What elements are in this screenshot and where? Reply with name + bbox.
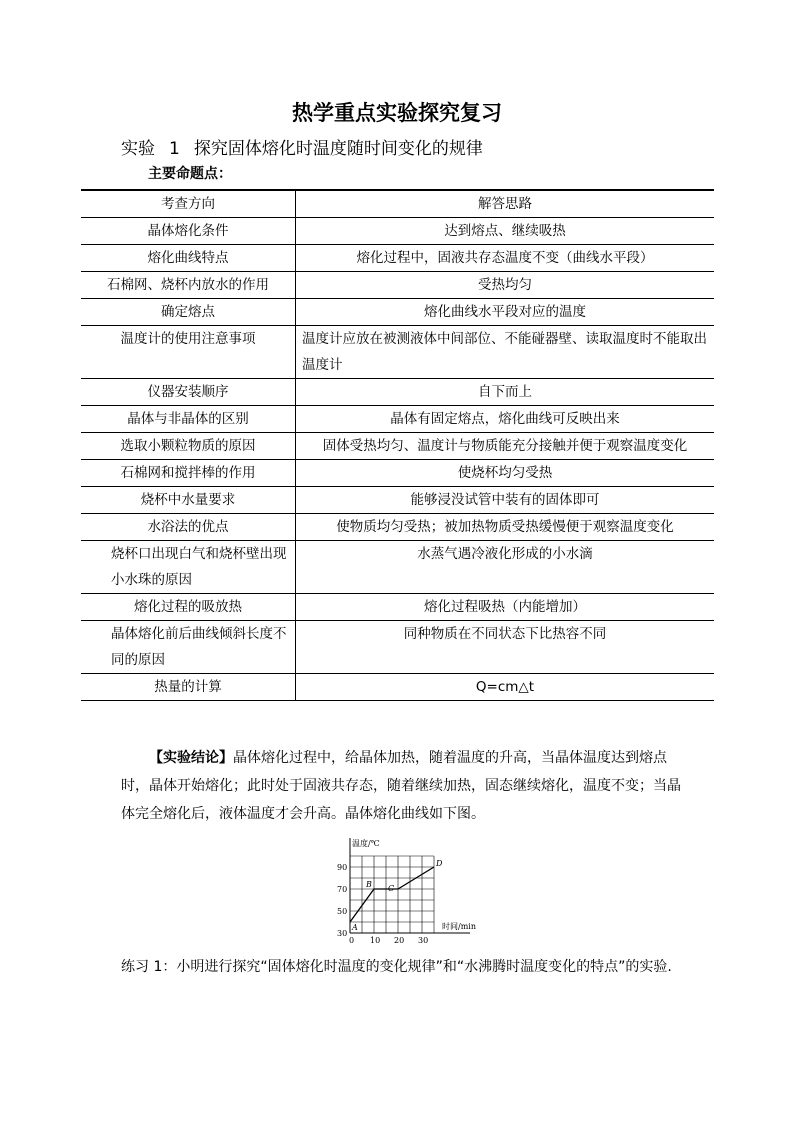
cell-answer: 受热均匀: [296, 272, 715, 299]
x-tick-label: 0: [349, 936, 355, 945]
table-row: [81, 406, 714, 433]
table-row: [81, 674, 714, 701]
cell-answer: 水蒸气遇冷液化形成的小水滴: [296, 541, 715, 594]
cell-direction: 熔化过程的吸放热: [81, 594, 296, 621]
cell-answer: 固体受热均匀、温度计与物质能充分接触并便于观察温度变化: [296, 433, 715, 460]
page-title: 热学重点实验探究复习: [292, 101, 502, 125]
conclusion-label: 【实验结论】: [149, 750, 233, 766]
cell-answer: 使物质均匀受热；被加热物质受热缓慢便于观察温度变化: [296, 514, 715, 541]
cell-answer: 达到熔点、继续吸热: [296, 218, 715, 245]
table-row: [81, 379, 714, 406]
table-row: [81, 272, 714, 299]
table-header-row: [81, 190, 714, 218]
key-points-table: [81, 189, 714, 701]
header-cell-answer: 解答思路: [296, 190, 715, 218]
conclusion-text: 晶体熔化过程中，给晶体加热，随着温度的升高，当晶体温度达到熔点时，晶体开始熔化；此时处于固液共存态，随着继续加热，固态继续熔化，温度不变；当晶体完全熔化后，液体温度才会升高。晶体熔化曲线如下图。: [121, 750, 681, 822]
cell-direction: 晶体熔化前后曲线倾斜长度不同的原因: [81, 621, 296, 674]
table-row: [81, 433, 714, 460]
y-tick-label: 50: [337, 907, 348, 916]
y-tick-label: 70: [337, 885, 348, 894]
cell-direction: 晶体与非晶体的区别: [81, 406, 296, 433]
table-row: [81, 245, 714, 272]
x-tick-label: 10: [370, 936, 381, 945]
header-cell-direction: 考查方向: [81, 190, 296, 218]
cell-answer: 晶体有固定熔点，熔化曲线可反映出来: [296, 406, 715, 433]
experiment-heading: [121, 134, 483, 159]
x-tick-label: 30: [418, 936, 429, 945]
table-row: [81, 514, 714, 541]
cell-answer: 使烧杯均匀受热: [296, 460, 715, 487]
cell-answer: Q=cm△t: [296, 674, 715, 701]
cell-answer: 熔化过程吸热（内能增加）: [296, 594, 715, 621]
point-label-b: B: [366, 880, 372, 889]
x-axis-label: 时间/min: [442, 922, 476, 931]
y-tick-label: 30: [337, 929, 348, 938]
table-row: [81, 594, 714, 621]
x-tick-label: 20: [394, 936, 405, 945]
cell-direction: 仪器安装顺序: [81, 379, 296, 406]
table-row: [81, 299, 714, 326]
cell-answer: 能够浸没试管中装有的固体即可: [296, 487, 715, 514]
cell-direction: 确定熔点: [81, 299, 296, 326]
y-axis-label: 温度/℃: [352, 839, 380, 848]
cell-direction: 热量的计算: [81, 674, 296, 701]
exercise-1: 练习 1：小明进行探究“固体熔化时温度的变化规律”和“水沸腾时温度变化的特点”的实验.: [121, 959, 672, 975]
table-row: [81, 460, 714, 487]
cell-direction: 烧杯中水量要求: [81, 487, 296, 514]
cell-answer: 自下而上: [296, 379, 715, 406]
cell-answer: 熔化过程中，固液共存态温度不变（曲线水平段）: [296, 245, 715, 272]
cell-direction: 温度计的使用注意事项: [81, 326, 296, 379]
experiment-label: 实验: [121, 139, 155, 159]
cell-answer: 温度计应放在被测液体中间部位、不能碰器壁、读取温度时不能取出温度计: [296, 326, 715, 379]
cell-answer: 熔化曲线水平段对应的温度: [296, 299, 715, 326]
cell-direction: 熔化曲线特点: [81, 245, 296, 272]
y-tick-label: 90: [337, 863, 348, 872]
table-row: [81, 487, 714, 514]
table-row: [81, 621, 714, 674]
point-label-a: A: [352, 923, 358, 932]
melting-curve-line: [350, 867, 434, 922]
cell-direction: 石棉网和搅拌棒的作用: [81, 460, 296, 487]
cell-direction: 水浴法的优点: [81, 514, 296, 541]
table-row: [81, 541, 714, 594]
point-label-c: C: [388, 884, 395, 893]
experiment-number: 1: [169, 139, 180, 159]
table-row: [81, 326, 714, 379]
sub-heading: 主要命题点：: [148, 166, 232, 182]
experiment-title: 探究固体熔化时温度随时间变化的规律: [193, 139, 483, 159]
point-label-d: D: [436, 859, 443, 868]
cell-answer: 同种物质在不同状态下比热容不同: [296, 621, 715, 674]
conclusion-paragraph: [121, 744, 681, 828]
cell-direction: 烧杯口出现白气和烧杯壁出现小水珠的原因: [81, 541, 296, 594]
cell-direction: 石棉网、烧杯内放水的作用: [81, 272, 296, 299]
melting-curve-chart: [330, 832, 490, 950]
table-row: [81, 218, 714, 245]
cell-direction: 晶体熔化条件: [81, 218, 296, 245]
cell-direction: 选取小颗粒物质的原因: [81, 433, 296, 460]
